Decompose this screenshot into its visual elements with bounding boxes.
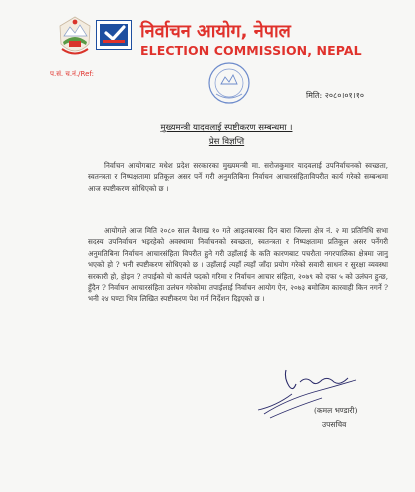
body-paragraph-1: निर्वाचन आयोगबाट मधेश प्रदेश सरकारका मुख्यमन्त्री मा. सरोजकुमार यादवलाई उपनिर्वाचनको स्वच्छता, स्वतन्त्रता र निष्पक्षतामा प्रतिकूल असर पर्ने गरी अनुमतिबिना निर्वाचन आचारसंहिताविपरीत कार्य गरेको सम्बन्धमा आज स्पष्टीकरण सोधिएको छ ।	[88, 161, 388, 193]
document-title: प्रेस विज्ञप्ति	[208, 137, 245, 147]
org-name-english: ELECTION COMMISSION, NEPAL	[140, 43, 362, 58]
document-subject: मुख्यमन्त्री यादवलाई स्पष्टीकरण सम्बन्धमा ।	[160, 123, 293, 133]
signer-name: (कमल भण्डारी)	[314, 406, 358, 415]
org-name-nepali: निर्वाचन आयोग, नेपाल	[140, 21, 291, 42]
office-stamp-icon	[206, 60, 252, 106]
election-commission-logo-icon	[96, 20, 132, 50]
issue-date: मिति: २०८०।०१।१०	[306, 91, 365, 100]
national-emblem-icon	[56, 14, 94, 60]
signer-designation: उपसचिव	[322, 420, 347, 429]
body-paragraph-2: आयोगले आज मिति २०८० साल वैशाख १० गते आइतबारका दिन बारा जिल्ला क्षेत्र नं. २ मा प्रतिनिधि सभा सदस्य उपनिर्वाचन भइरहेको अवस्थामा निर्वाचनको स्वच्छता, स्वतन्त्रता र निष्पक्षतामा प्रतिकूल असर पर्नेगरी अनुमतिबिना निर्वाचन आचारसंहिता विपरीत हुने गरी उहाँलाई के कति कारणबाट पचरौता नगरपालिका क्षेत्रमा जानु भएको हो ? भनी स्पष्टीकरण सोधिएको छ । उहाँलाई त्यहाँ त्यहाँ जाँदा प्रयोग गरेको सवारी साधन र सुरक्षा व्यवस्था सरकारी हो, होइन ? तपाईको यो कार्यले पदको गरिमा र निर्वाचन आचार संहिता, २०७९ को दफा ५ को उलंघन हुन्छ, हुँदैन ? निर्वाचन आचारसंहिता उलंघन गरेकोमा तपाईलाई निर्वाचन आयोग ऐन, २०७३ बमोजिम कारवाही किन नगर्ने ? भनी २४ घण्टा भित्र लिखित स्पष्टीकरण पेश गर्न निर्देशन दिइएको छ ।	[88, 226, 388, 304]
reference-label: प.सं. च.नं./Ref:	[50, 70, 94, 78]
